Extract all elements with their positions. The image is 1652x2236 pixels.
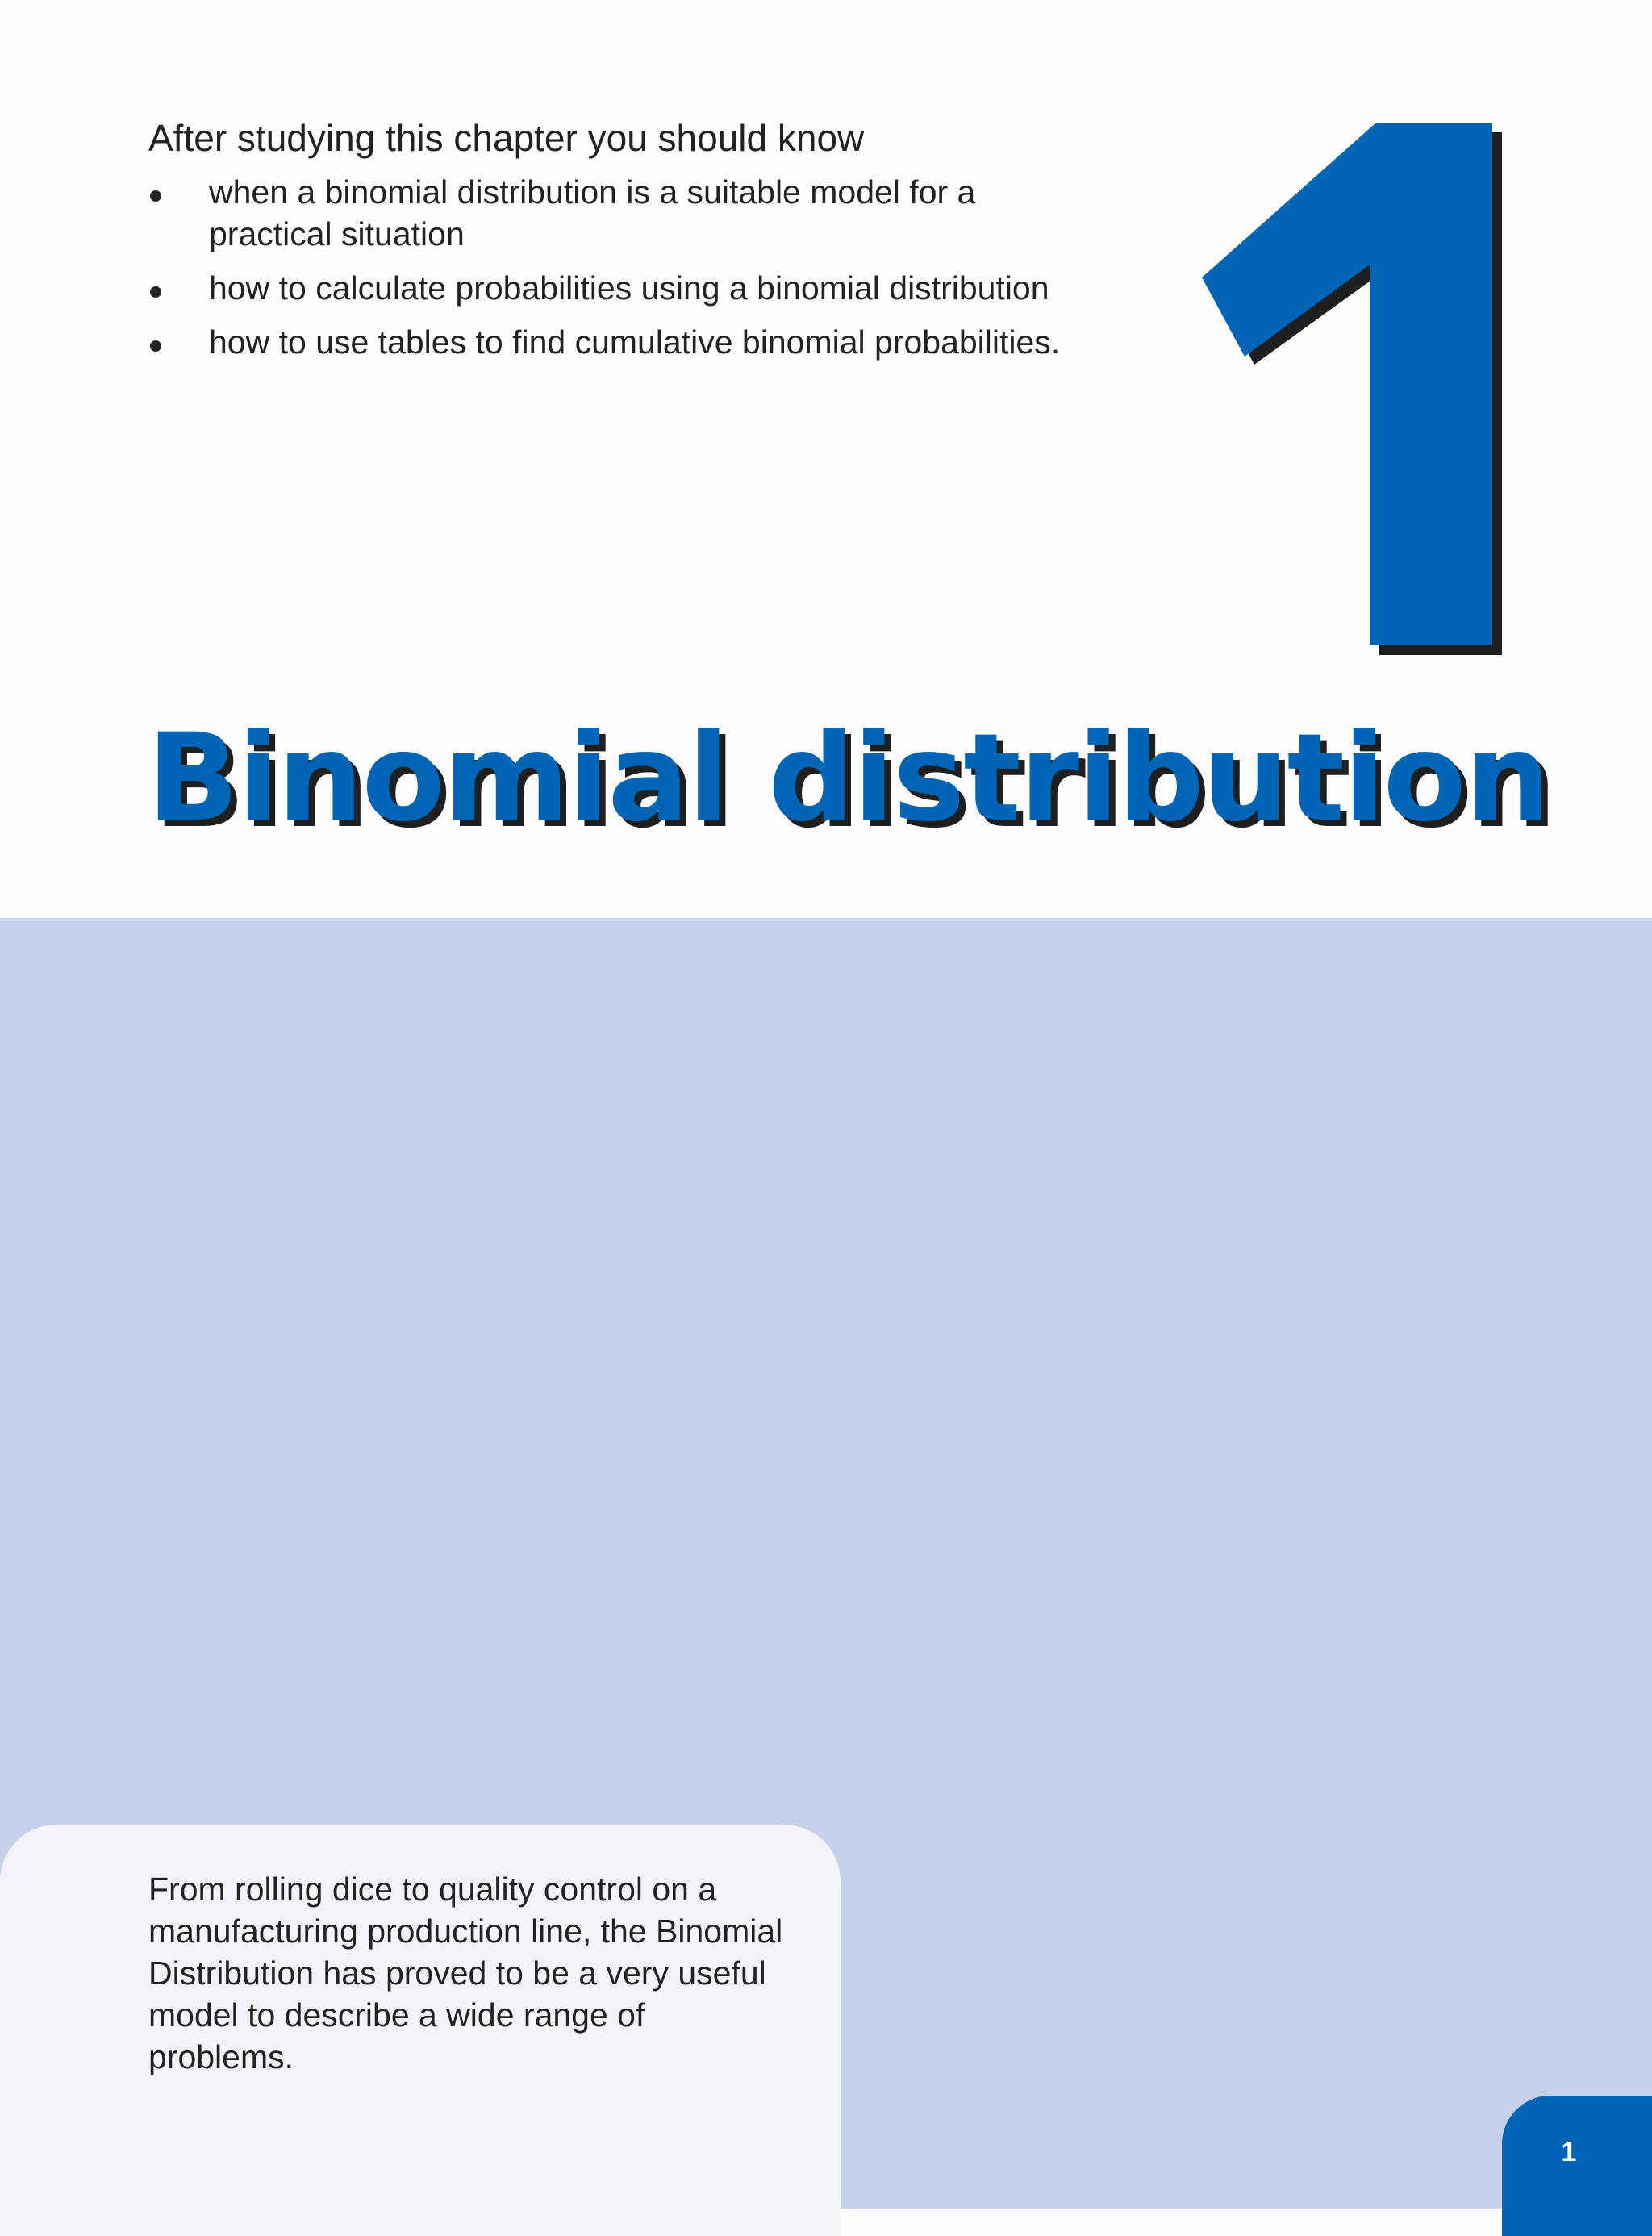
page-number-tab: [1502, 2096, 1652, 2236]
objective-item: [148, 171, 1100, 255]
chapter-number-one: [1202, 123, 1492, 645]
objectives-heading: After studying this chapter you should know: [148, 117, 865, 159]
objective-text: when a binomial distribution is a suitable model for a practical situation: [209, 173, 976, 252]
chapter-summary-box: [0, 1825, 841, 2236]
chapter-number-graphic: [1178, 121, 1516, 670]
bullet-icon: [150, 286, 161, 298]
objective-text: how to calculate probabilities using a binomial distribution: [209, 269, 1049, 307]
page-number: 1: [1561, 2137, 1577, 2167]
learning-objectives: [148, 115, 1100, 375]
chapter-summary-text: From rolling dice to quality control on a manufacturing production line, the Binomial Distribution has proved to be a very useful model to describe a wide range of problems.: [148, 1871, 783, 2075]
bullet-icon: [150, 190, 161, 202]
objective-item: [148, 267, 1100, 309]
bullet-icon: [150, 340, 161, 352]
objective-text: how to use tables to find cumulative binomial probabilities.: [209, 323, 1061, 361]
objective-item: [148, 321, 1100, 363]
chapter-title: Binomial distribution: [147, 708, 1550, 849]
objectives-list: [148, 171, 1100, 363]
chapter-header: [0, 0, 1652, 918]
